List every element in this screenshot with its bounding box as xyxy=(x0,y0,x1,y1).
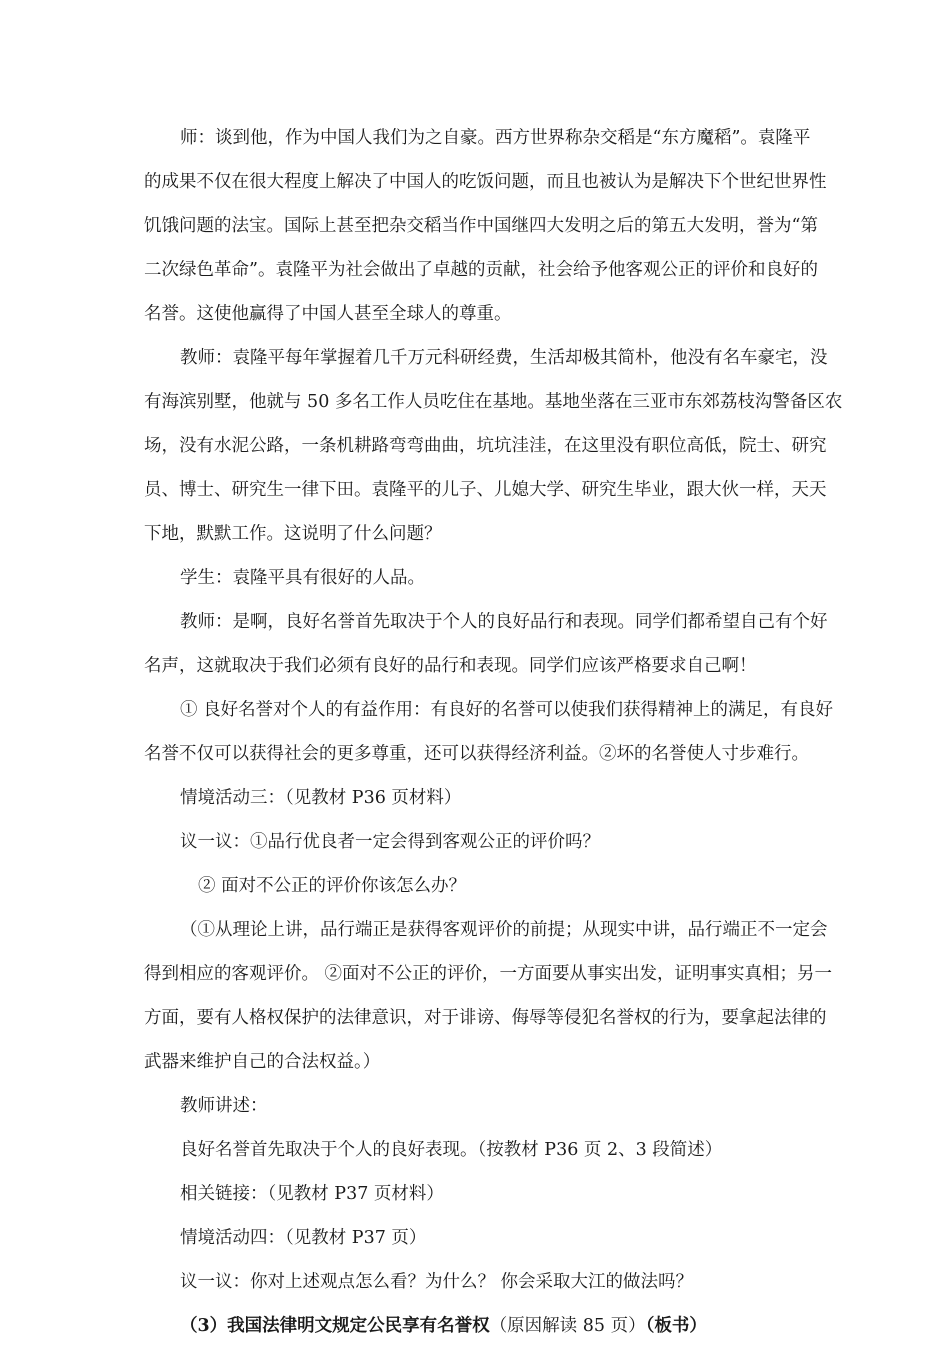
heading-board-text: （板书） xyxy=(645,1316,707,1336)
text-line: 二次绿色革命”。袁隆平为社会做出了卓越的贡献，社会给予他客观公正的评价和良好的 xyxy=(144,260,818,280)
text-line: （①从理论上讲，品行端正是获得客观评价的前提；从现实中讲，品行端正不一定会 xyxy=(180,920,828,940)
text-line: 名誉。这使他赢得了中国人甚至全球人的尊重。 xyxy=(144,304,512,324)
paragraph-teacher-reply xyxy=(144,600,828,688)
paragraph-teacher-simple-life xyxy=(144,336,843,556)
text-line: 有海滨别墅，他就与 50 多名工作人员吃住在基地。基地坐落在三亚市东郊荔枝沟警备区农 xyxy=(144,392,843,412)
text-line: 下地，默默工作。这说明了什么问题？ xyxy=(144,524,442,544)
text-line: 武器来维护自己的合法权益。） xyxy=(144,1052,381,1072)
heading-bold-text: （3）我国法律明文规定公民享有名誉权 xyxy=(180,1316,490,1336)
text-line: 师：谈到他，作为中国人我们为之自豪。西方世界称杂交稻是“东方魔稻”。袁隆平 xyxy=(180,128,811,148)
text-line: 得到相应的客观评价。 ②面对不公正的评价，一方面要从事实出发，证明事实真相；另一 xyxy=(144,964,833,984)
paragraph-discussion-answer xyxy=(144,908,833,1084)
discussion-question-two: ② 面对不公正的评价你该怎么办？ xyxy=(198,876,467,896)
text-line: 名誉不仅可以获得社会的更多尊重，还可以获得经济利益。②坏的名誉使人寸步难行。 xyxy=(144,744,809,764)
scenario-activity-four: 情境活动四：（见教材 P37 页） xyxy=(180,1228,427,1248)
teacher-lecture-content: 良好名誉首先取决于个人的良好表现。（按教材 P36 页 2、3 段简述） xyxy=(180,1140,723,1160)
section-heading-reputation-right xyxy=(144,1304,808,1348)
discussion-question-three: 议一议：你对上述观点怎么看？为什么？ 你会采取大江的做法吗？ xyxy=(180,1272,694,1292)
text-line: 教师：袁隆平每年掌握着几千万元科研经费，生活却极其简朴，他没有名车豪宅，没 xyxy=(180,348,828,368)
heading-note-text: （原因解读 85 页） xyxy=(489,1316,646,1336)
text-line: 学生：袁隆平具有很好的人品。 xyxy=(180,568,425,588)
text-line: 饥饿问题的法宝。国际上甚至把杂交稻当作中国继四大发明之后的第五大发明，誉为“第 xyxy=(144,216,818,236)
teacher-lecture-heading: 教师讲述： xyxy=(180,1096,268,1116)
text-line: 员、博士、研究生一律下田。袁隆平的儿子、儿媳大学、研究生毕业，跟大伙一样，天天 xyxy=(144,480,827,500)
text-line: 名声，这就取决于我们必须有良好的品行和表现。同学们应该严格要求自己啊！ xyxy=(144,656,757,676)
text-line: 场，没有水泥公路，一条机耕路弯弯曲曲，坑坑洼洼，在这里没有职位高低，院士、研究 xyxy=(144,436,827,456)
discussion-question-one: 议一议：①品行优良者一定会得到客观公正的评价吗？ xyxy=(180,832,600,852)
related-link: 相关链接：（见教材 P37 页材料） xyxy=(180,1184,444,1204)
paragraph-reputation-effects xyxy=(144,688,834,776)
text-line: 教师：是啊，良好名誉首先取决于个人的良好品行和表现。同学们都希望自己有个好 xyxy=(180,612,828,632)
document-page xyxy=(144,116,843,1348)
text-line: ① 良好名誉对个人的有益作用：有良好的名誉可以使我们获得精神上的满足，有良好 xyxy=(180,700,834,720)
paragraph-student-answer xyxy=(144,556,808,600)
paragraph-teacher-yuan-longping-praise xyxy=(144,116,827,336)
scenario-activity-three: 情境活动三：（见教材 P36 页材料） xyxy=(180,788,462,808)
text-line: 的成果不仅在很大程度上解决了中国人的吃饭问题，而且也被认为是解决下个世纪世界性 xyxy=(144,172,827,192)
text-line: 方面，要有人格权保护的法律意识，对于诽谤、侮辱等侵犯名誉权的行为，要拿起法律的 xyxy=(144,1008,827,1028)
